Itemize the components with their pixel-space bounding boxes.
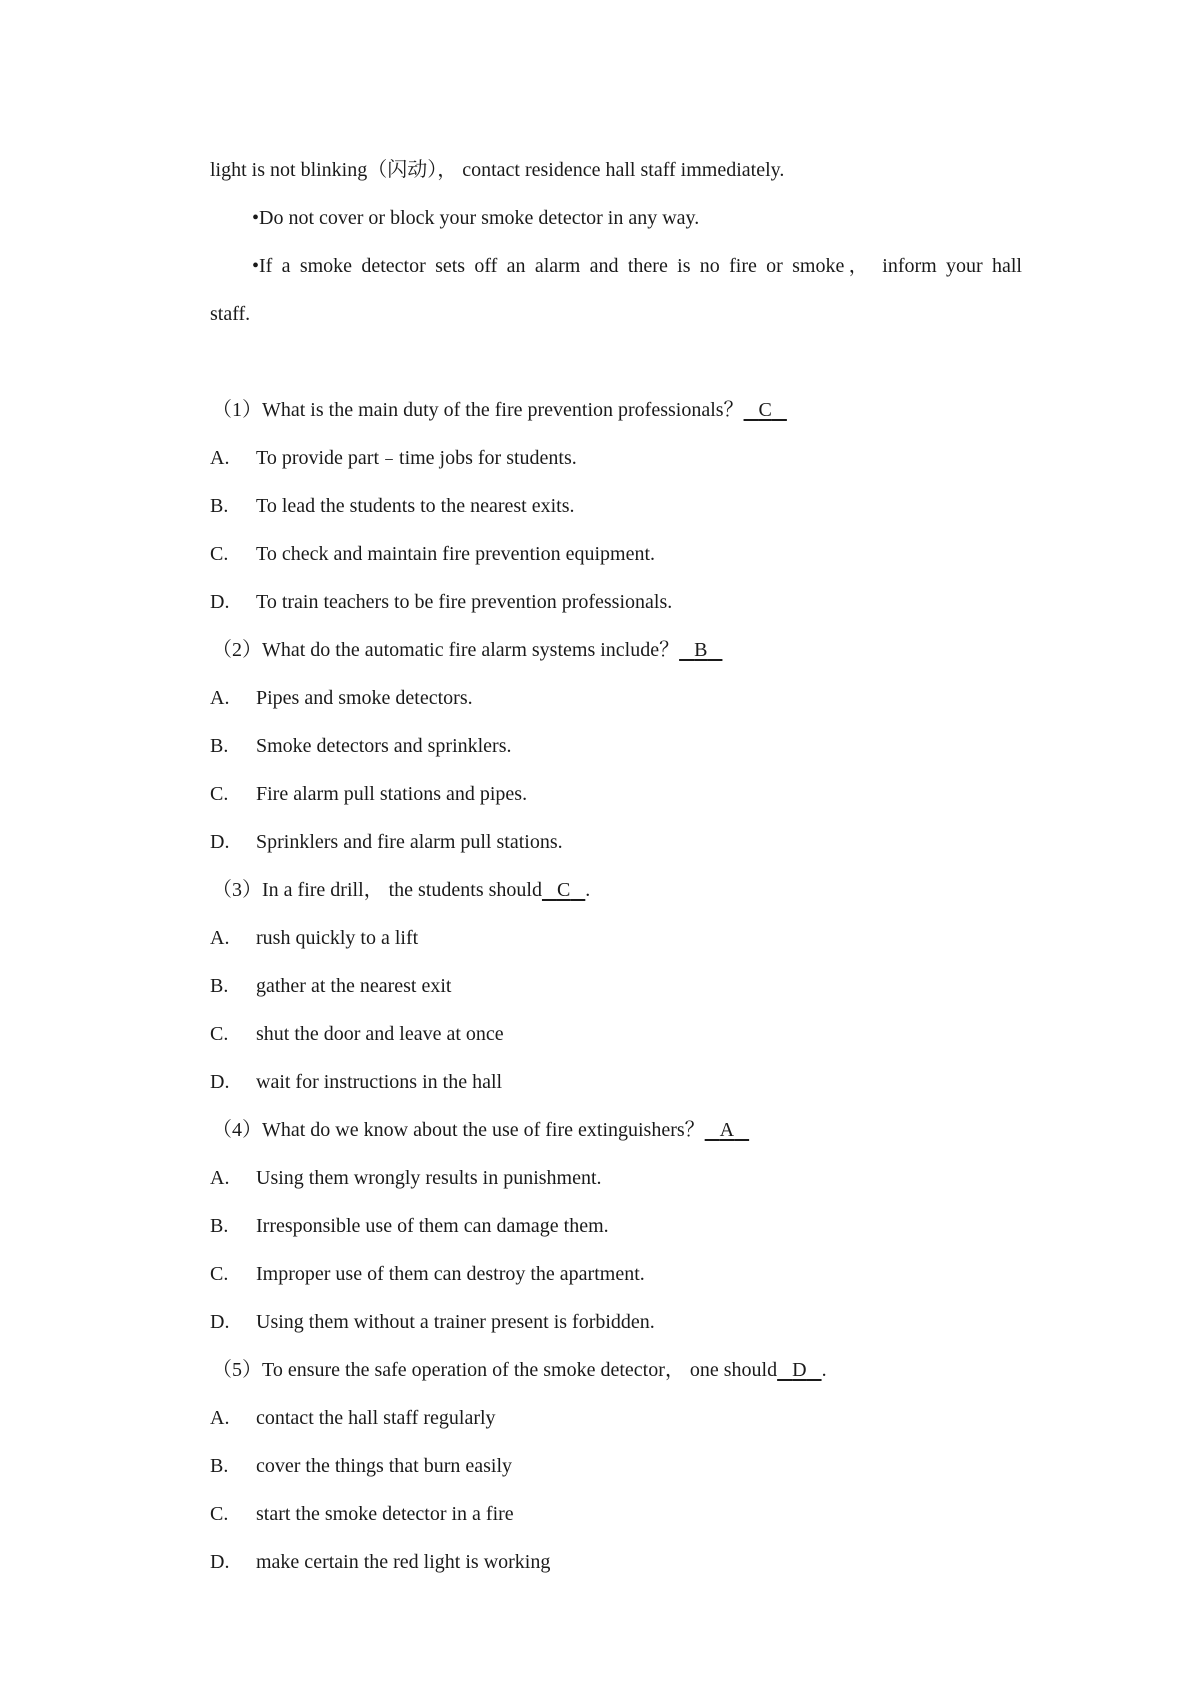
option-row xyxy=(210,590,672,614)
option-letter: B. xyxy=(210,495,229,517)
option-row xyxy=(210,494,575,518)
option-text: Smoke detectors and sprinklers. xyxy=(256,735,512,757)
option-text: Using them wrongly results in punishment. xyxy=(256,1167,602,1189)
option-row xyxy=(210,1310,655,1334)
option-letter: D. xyxy=(210,591,230,613)
answer-blank xyxy=(679,639,722,661)
option-row xyxy=(210,974,451,998)
option-text: rush quickly to a lift xyxy=(256,927,419,949)
option-letter: A. xyxy=(210,687,230,709)
question-stem xyxy=(212,878,590,902)
option-letter: B. xyxy=(210,1455,229,1477)
option-row xyxy=(210,1406,496,1430)
option-text: start the smoke detector in a fire xyxy=(256,1503,514,1525)
option-row xyxy=(210,1214,609,1238)
option-text: To provide part﹣time jobs for students. xyxy=(256,447,577,469)
option-text: To check and maintain fire prevention equipment. xyxy=(256,543,656,565)
answer-letter: C xyxy=(556,879,571,901)
option-letter: C. xyxy=(210,1263,229,1285)
question-tail: . xyxy=(821,1359,827,1381)
question-text: （1）What is the main duty of the fire prevention professionals？ xyxy=(212,399,744,421)
question-stem xyxy=(212,1358,827,1382)
option-letter: B. xyxy=(210,975,229,997)
option-text: shut the door and leave at once xyxy=(256,1023,504,1045)
option-text: wait for instructions in the hall xyxy=(256,1071,503,1093)
answer-blank xyxy=(744,399,787,421)
option-letter: B. xyxy=(210,735,229,757)
option-row xyxy=(210,1166,602,1190)
option-text: To train teachers to be fire prevention professionals. xyxy=(256,591,673,613)
option-text: Irresponsible use of them can damage them. xyxy=(256,1215,609,1237)
option-text: To lead the students to the nearest exits. xyxy=(256,495,575,517)
question-text: （4）What do we know about the use of fire extinguishers？ xyxy=(212,1119,705,1141)
option-letter: C. xyxy=(210,783,229,805)
option-row xyxy=(210,830,563,854)
option-row xyxy=(210,686,473,710)
option-text: cover the things that burn easily xyxy=(256,1455,513,1477)
option-row xyxy=(210,1022,504,1046)
question-stem xyxy=(212,638,722,662)
option-text: Using them without a trainer present is forbidden. xyxy=(256,1311,655,1333)
option-letter: D. xyxy=(210,831,230,853)
option-letter: A. xyxy=(210,447,230,469)
option-text: Fire alarm pull stations and pipes. xyxy=(256,783,528,805)
passage-bullet: •Do not cover or block your smoke detector in any way. xyxy=(252,207,700,229)
option-row xyxy=(210,1502,514,1526)
option-row xyxy=(210,926,418,950)
question-text: （3）In a fire drill， the students should xyxy=(212,879,542,901)
option-text: make certain the red light is working xyxy=(256,1551,551,1573)
option-letter: C. xyxy=(210,1023,229,1045)
option-letter: B. xyxy=(210,1215,229,1237)
question-stem xyxy=(212,1118,749,1142)
option-row xyxy=(210,734,512,758)
passage-line: staff. xyxy=(210,303,251,325)
option-row xyxy=(210,446,577,470)
answer-blank xyxy=(777,1359,821,1381)
option-letter: C. xyxy=(210,543,229,565)
option-row xyxy=(210,1550,550,1574)
answer-blank xyxy=(542,879,585,901)
option-letter: D. xyxy=(210,1551,230,1573)
option-letter: D. xyxy=(210,1071,230,1093)
option-letter: D. xyxy=(210,1311,230,1333)
option-row xyxy=(210,1262,645,1286)
option-text: Pipes and smoke detectors. xyxy=(256,687,473,709)
passage-bullet: •If a smoke detector sets off an alarm and there is no fire or smoke， inform your hall xyxy=(252,255,1022,277)
option-letter: A. xyxy=(210,1407,230,1429)
question-text: （2）What do the automatic fire alarm systems include？ xyxy=(212,639,680,661)
option-text: contact the hall staff regularly xyxy=(256,1407,496,1429)
option-letter: A. xyxy=(210,927,230,949)
passage-line: light is not blinking（闪动）， contact residence hall staff immediately. xyxy=(210,159,785,181)
answer-blank xyxy=(705,1119,749,1141)
option-row xyxy=(210,782,527,806)
option-letter: C. xyxy=(210,1503,229,1525)
answer-letter: D xyxy=(792,1359,807,1381)
question-tail: . xyxy=(585,879,591,901)
option-row xyxy=(210,1454,512,1478)
answer-letter: A xyxy=(719,1119,735,1141)
option-letter: A. xyxy=(210,1167,230,1189)
answer-letter: B xyxy=(694,639,708,661)
option-row xyxy=(210,1070,502,1094)
option-text: Sprinklers and fire alarm pull stations. xyxy=(256,831,563,853)
question-text: （5）To ensure the safe operation of the smoke detector， one should xyxy=(212,1359,778,1381)
answer-letter: C xyxy=(758,399,772,421)
option-row xyxy=(210,542,655,566)
option-text: gather at the nearest exit xyxy=(256,975,452,997)
question-stem xyxy=(212,398,787,422)
option-text: Improper use of them can destroy the apartment. xyxy=(256,1263,645,1285)
